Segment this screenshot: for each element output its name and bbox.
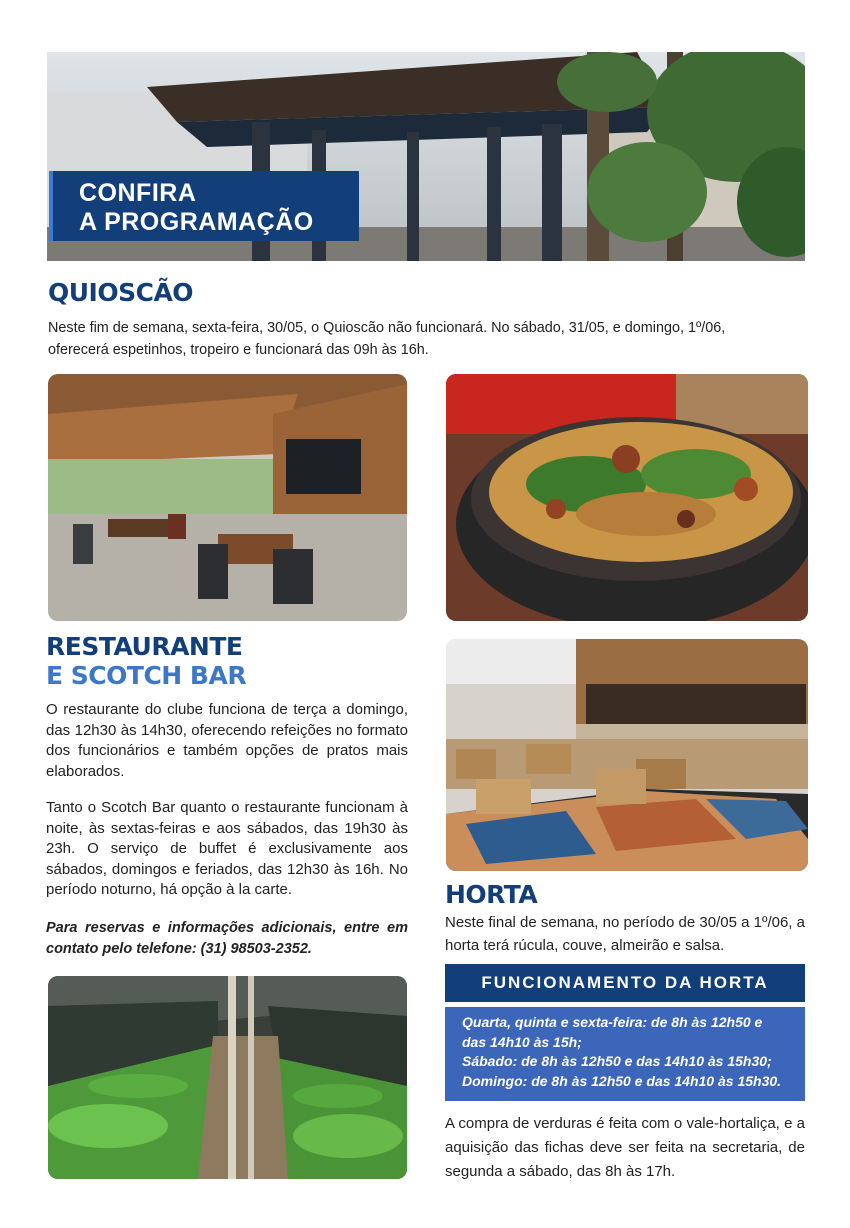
quioscao-text-line1: Neste fim de semana, sexta-feira, 30/05, o Quioscão não funcionará. No sábado, 31/05, e domingo, 1º/06, [48,320,726,336]
horta-hours-line1: Quarta, quinta e sexta-feira: de 8h às 12h50 e [462,1014,763,1030]
horta-hours-line2: das 14h10 às 15h; [462,1033,582,1050]
restaurante-paragraph1: O restaurante do clube funciona de terça a domingo, das 12h30 às 14h30, oferecendo refeições no formato dos funcionários e também opções de pratos mais elaborados. [46,701,408,780]
photo-greenhouse [48,976,407,1179]
photo-kiosk-interior [48,374,407,621]
horta-hours-header: FUNCIONAMENTO DA HORTA [445,964,805,1002]
horta-title: HORTA [445,880,538,909]
restaurante-title-line2: E SCOTCH BAR [46,661,247,690]
quioscao-text-line2: oferecerá espetinhos, tropeiro e funcionará das 09h às 16h. [48,342,429,358]
restaurante-contact: Para reservas e informações adicionais, entre em contato pelo telefone: (31) 98503-2352. [46,920,408,957]
horta-intro: Neste final de semana, no período de 30/05 a 1º/06, a horta terá rúcula, couve, almeirão e salsa. [445,914,805,954]
hero-banner [49,171,359,241]
horta-hours-line3: Sábado: de 8h às 12h50 e das 14h10 às 15h30; [462,1053,772,1069]
horta-footer: A compra de verduras é feita com o vale-hortaliça, e a aquisição das fichas deve ser feita na secretaria, de segunda a sábado, das 8h às 17h. [445,1115,805,1180]
hero-banner-line1: CONFIRA [79,179,197,207]
photo-restaurant-bar [446,639,808,871]
quioscao-title: QUIOSCÃO [48,278,194,307]
photo-tropeiro-dish [446,374,808,621]
horta-hours-box [445,1007,805,1101]
restaurante-paragraph2: Tanto o Scotch Bar quanto o restaurante funcionam à noite, às sextas-feiras e aos sábados, das 19h30 às 23h. O serviço de buffet é exclusivamente aos sábados, domingos e feriados, das 12h30 às 16h. No período noturno, há opção à la carte. [46,799,408,898]
hero-banner-line2: A PROGRAMAÇÃO [79,208,314,236]
horta-hours-line4: Domingo: de 8h às 12h50 e das 14h10 às 15h30. [462,1072,782,1089]
restaurante-title-line1: RESTAURANTE [46,632,243,661]
